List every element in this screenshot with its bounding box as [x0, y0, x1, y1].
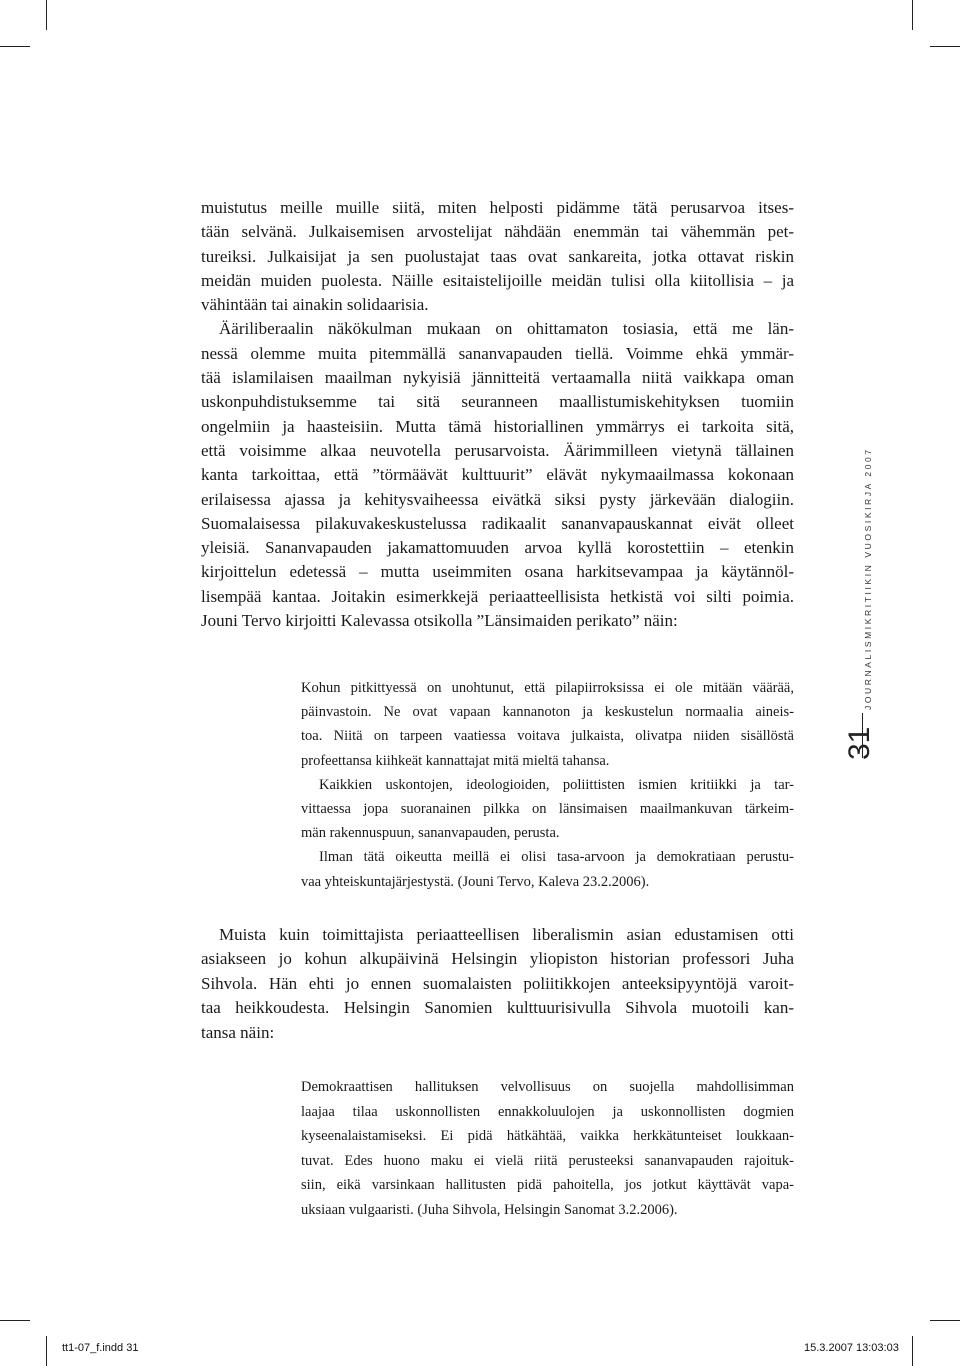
crop-mark-bottom-right: [912, 1336, 913, 1366]
text-line: Muista kuin toimittajista periaatteellisen liberalismin asian edustamisen otti: [219, 925, 794, 944]
slug-timestamp: 15.3.2007 13:03:03: [804, 1342, 899, 1354]
text-line: vähintään tai ainakin solidaarisia.: [201, 295, 429, 315]
text-line: Ääriliberaalin näkökulman mukaan on ohittamaton tosiasia, että me län-: [219, 319, 794, 339]
quote-line: tuvat. Edes huono maku ei vielä riitä perusteeksi sananvapauden rajoituk-: [301, 1152, 794, 1169]
block-quote-1: [301, 676, 794, 894]
text-line: nessä olemme muita pitemmällä sananvapauden tiellä. Voimme ehkä ymmär-: [201, 343, 794, 363]
body-paragraph-2: [201, 923, 794, 1045]
text-line: asiakseen jo kohun alkupäivinä Helsingin yliopiston historian professori Juha: [201, 949, 794, 969]
text-line: Suomalaisessa pilakuvakeskustelussa radikaalit sananvapauskannat eivät olleet: [201, 513, 794, 533]
quote-line: laajaa tilaa uskonnollisten ennakkoluulojen ja uskonnollisten dogmien: [301, 1103, 794, 1120]
block-quote-2: [301, 1075, 794, 1222]
crop-mark-bottom-right-h: [930, 1320, 960, 1321]
quote-line: Demokraattisen hallituksen velvollisuus on suojella mahdollisimman: [301, 1079, 794, 1095]
quote-line: Kohun pitkittyessä on unohtunut, että pilapiirroksissa ei ole mitään väärää,: [301, 680, 794, 696]
crop-mark-top-right: [912, 0, 913, 30]
text-line: yleisiä. Sananvapauden jakamattomuuden arvoa kyllä korostettiin – etenkin: [201, 538, 794, 558]
text-line: Jouni Tervo kirjoitti Kalevassa otsikolla ”Länsimaiden perikato” näin:: [201, 611, 678, 631]
text-line: kirjoittelun edetessä – mutta useimmiten osana harkitsevampaa ja käytännöl-: [201, 562, 794, 582]
text-line: tää islamilaisen maailman nykyisiä jännitteitä vertaamalla niitä vaikkapa oman: [201, 368, 794, 388]
text-line: uskonpuhdistuksemme tai sitä seuranneen maallistumiskehityksen tuomiin: [201, 392, 794, 412]
page-number: 31: [843, 726, 876, 760]
quote-line: siin, eikä varsinkaan hallitusten pidä pahoitella, jos jotkut käyttävät vapa-: [301, 1177, 794, 1193]
quote-line: uksiaan vulgaaristi. (Juha Sihvola, Helsingin Sanomat 3.2.2006).: [301, 1201, 678, 1218]
text-line: taa heikkoudesta. Helsingin Sanomien kulttuurisivulla Sihvola muotoili kan-: [201, 998, 794, 1018]
text-line: erilaisessa ajassa ja kehitysvaiheessa eivätkä siksi pysty järkevään dialogiin.: [201, 489, 794, 509]
body-paragraph-1: [201, 196, 794, 633]
quote-line: vittaessa jopa suoranainen pilkka on länsimaisen maailmankuvan tärkeim-: [301, 801, 794, 818]
text-line: muistutus meille muille siitä, miten helposti pidämme tätä perusarvoa itses-: [201, 198, 794, 217]
quote-line: toa. Niitä on tarpeen vaatiessa voitava julkaista, olivatpa niiden sisällöstä: [301, 728, 794, 745]
text-line: kanta tarkoittaa, että ”törmäävät kulttuurit” elävät nykymaailmassa kokonaan: [201, 465, 794, 485]
crop-mark-top-right-h: [930, 46, 960, 47]
text-line: ongelmiin ja haasteisiin. Mutta tämä historiallinen ymmärrys ei tarkoita sitä,: [201, 416, 794, 436]
text-line: lisempää kantaa. Joitakin esimerkkejä periaatteellisista hetkistä voi silti poimia.: [201, 586, 794, 606]
crop-mark-bottom-left: [46, 1336, 47, 1366]
text-line: tureiksi. Julkaisijat ja sen puolustajat taas ovat sankareita, jotka ottavat riskin: [201, 246, 794, 266]
quote-line: Kaikkien uskontojen, ideologioiden, poliittisten ismien kritiikki ja tar-: [319, 776, 794, 793]
crop-mark-bottom-left-h: [0, 1320, 30, 1321]
quote-line: päinvastoin. Ne ovat vapaan kannanoton ja keskustelun normaalia aineis-: [301, 704, 794, 721]
text-line: Sihvola. Hän ehti jo ennen suomalaisten poliitikkojen anteeksipyyntöjä varoit-: [201, 973, 794, 993]
quote-line: vaa yhteiskuntajärjestystä. (Jouni Tervo, Kaleva 23.2.2006).: [301, 873, 650, 890]
quote-line: profeettansa kiihkeät kannattajat mitä mieltä tahansa.: [301, 752, 610, 769]
text-line: tään selvänä. Julkaisemisen arvostelijat nähdään enemmän tai vähemmän pet-: [201, 222, 794, 242]
slug-file: tt1-07_f.indd 31: [62, 1342, 139, 1354]
quote-line: kyseenalaistamiseksi. Ei pidä hätkähtää, vaikka herkkätunteiset loukkaan-: [301, 1128, 794, 1144]
crop-mark-top-left: [46, 0, 47, 30]
running-head: JOURNALISMIKRITIIKIN VUOSIKIRJA 2007: [863, 447, 873, 710]
crop-mark-top-left-h: [0, 46, 30, 47]
text-line: meidän muiden puolesta. Näille esitaistelijoille meidän tulisi olla kiitollisia – ja: [201, 270, 794, 290]
text-line: että voisimme alkaa neuvotella perusarvoista. Äärimmilleen vietynä tällainen: [201, 440, 794, 460]
quote-line: män rakennuspuun, sananvapauden, perusta.: [301, 825, 560, 842]
quote-line: Ilman tätä oikeutta meillä ei olisi tasa-arvoon ja demokratiaan perustu-: [319, 849, 794, 866]
text-line: tansa näin:: [201, 1022, 275, 1042]
